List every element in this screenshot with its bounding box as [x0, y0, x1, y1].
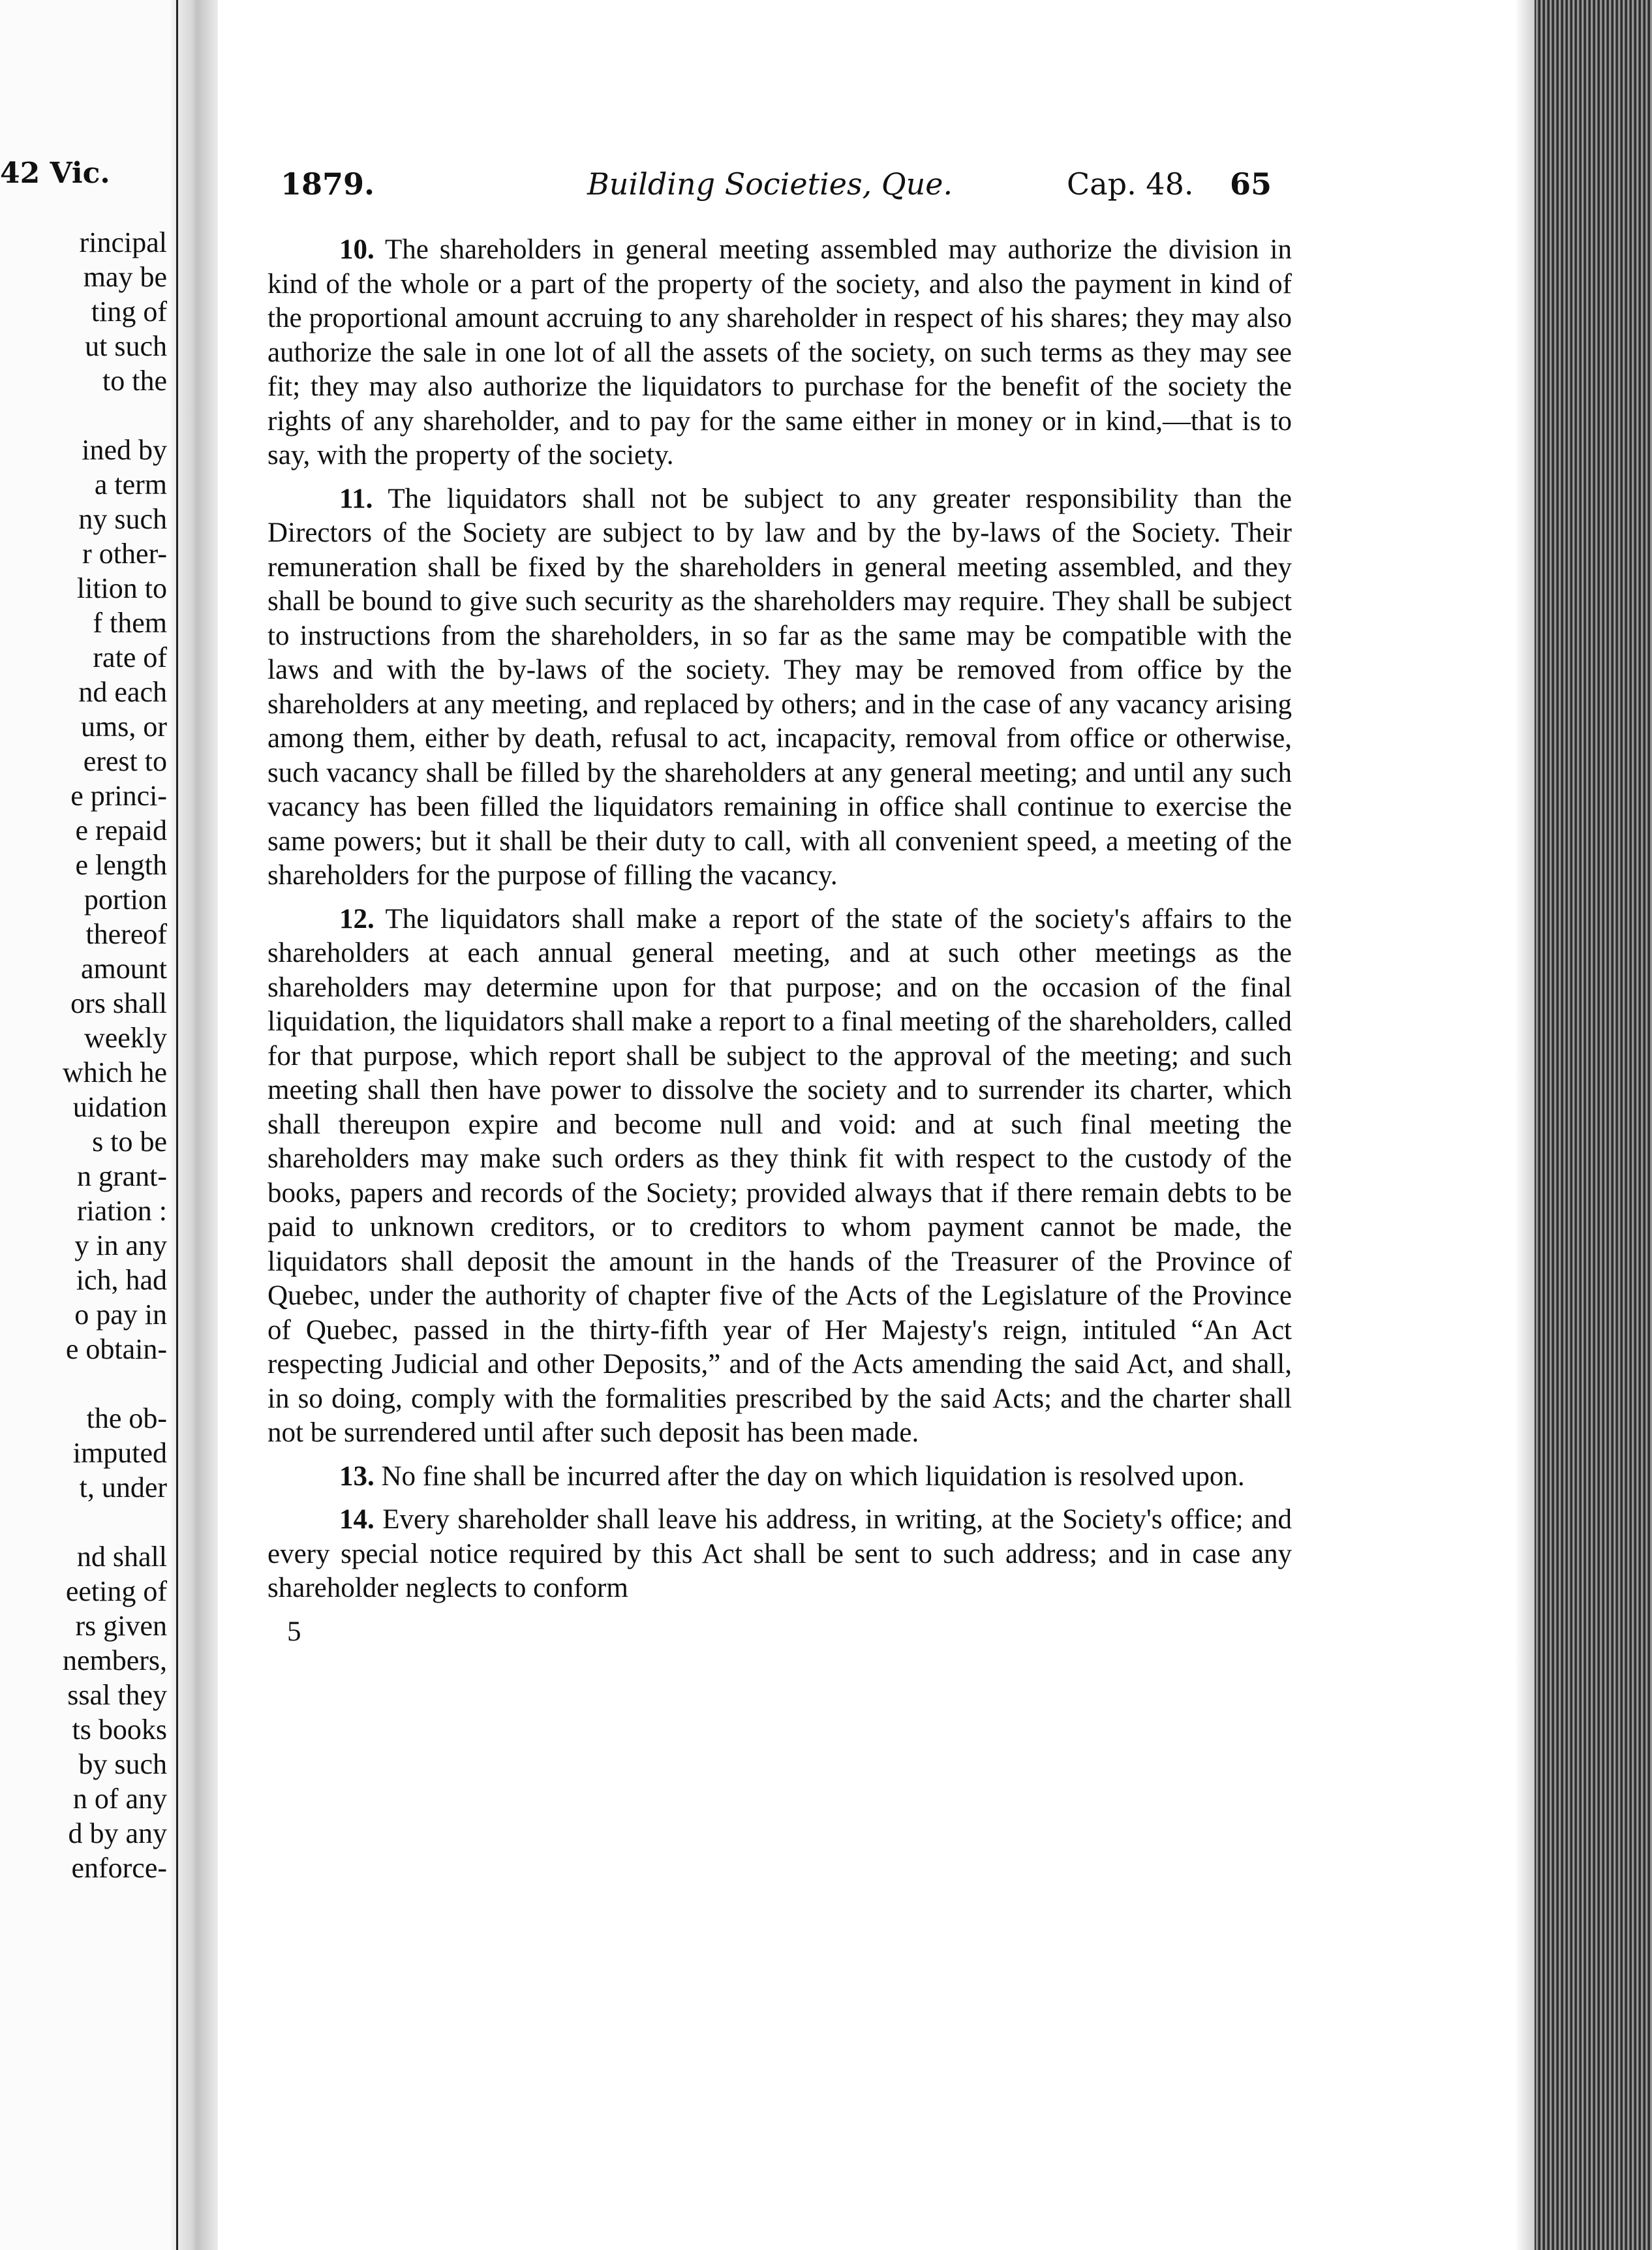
facing-line: portion: [84, 884, 167, 916]
header-title: Building Societies, Que.: [587, 166, 953, 202]
facing-line: erest to: [83, 745, 167, 777]
facing-line: ut such: [85, 330, 167, 362]
facing-line: s to be: [92, 1126, 167, 1158]
facing-line: imputed: [72, 1437, 167, 1469]
facing-line: n of any: [72, 1783, 167, 1815]
section-11: [268, 482, 1292, 893]
section-paragraph: [268, 233, 1292, 473]
facing-line: d by any: [68, 1817, 167, 1849]
facing-line: f them: [93, 607, 167, 639]
page-curve-shade: [1515, 0, 1535, 2250]
page-stack-edge: [1535, 0, 1652, 2250]
facing-line: weekly: [84, 1022, 167, 1054]
section-number: 14.: [339, 1504, 375, 1535]
facing-page-fragment: [0, 0, 171, 2250]
facing-line: lition to: [76, 572, 167, 604]
section-paragraph: [268, 1503, 1292, 1606]
facing-line: ny such: [78, 503, 167, 535]
facing-page-header: 42 Vic.: [0, 157, 110, 190]
facing-line: which he: [62, 1056, 167, 1088]
facing-line: nembers,: [62, 1644, 167, 1676]
facing-line: enforce-: [71, 1852, 167, 1884]
facing-line: by such: [78, 1748, 167, 1780]
facing-line: e length: [75, 849, 167, 881]
facing-line: e princi-: [70, 780, 167, 812]
section-text: Every shareholder shall leave his address, in writing, at the Society's office; and every special notice required by this Act shall be sent to such address; and in case any shareholder neglects to conform: [268, 1504, 1293, 1603]
facing-line: thereof: [85, 918, 167, 950]
section-number: 11.: [339, 483, 373, 514]
facing-line: the ob-: [86, 1402, 167, 1434]
facing-line: riation :: [76, 1195, 167, 1227]
header-year: 1879.: [281, 166, 375, 202]
facing-line: e repaid: [75, 814, 167, 846]
facing-line: ich, had: [76, 1264, 167, 1296]
section-number: 12.: [339, 903, 375, 934]
section-13: [268, 1460, 1292, 1494]
section-paragraph: [268, 482, 1292, 893]
section-paragraph: [268, 902, 1292, 1451]
facing-line: a term: [94, 469, 167, 501]
facing-line: may be: [83, 261, 167, 293]
page-number: 65: [1230, 166, 1272, 202]
facing-line: amount: [81, 953, 167, 985]
facing-line: r other-: [82, 538, 167, 570]
section-14: [268, 1503, 1292, 1606]
facing-line: y in any: [74, 1229, 167, 1261]
facing-line: nd each: [78, 676, 167, 708]
facing-line: rate of: [93, 641, 167, 673]
page-body: [268, 233, 1292, 1649]
section-number: 13.: [339, 1460, 375, 1492]
facing-line: eeting of: [65, 1575, 167, 1607]
section-text: The liquidators shall make a report of the state of the society's affairs to the shareholders at each annual general meeting, and at such other meetings as the shareholders may determine upon for that purpose; and on the occasion of the final liquidation, the liquidators shall make a report to a final meeting of the shareholders, called for that purpose, which report shall be subject to the approval of the meeting; and such meeting shall then have power to dissolve the society and to surrender its charter, which shall thereupon expire and become null and void: and at such final meeting the shareholders may make such orders as they think fit with respect to the custody of the books, papers and records of the Society; provided always that if there remain debts to be paid to unknown creditors, or to creditors to whom payment cannot be made, the liquidators shall deposit the amount in the hands of the Treasurer of the Province of Quebec, under the authority of chapter five of the Acts of the Legislature of the Province of Quebec, passed in the thirty-fifth year of Her Majesty's reign, intituled “An Act respecting Judicial and other Deposits,” and of the Acts amending the said Act, and shall, in so doing, comply with the formalities prescribed by the said Acts; and the charter shall not be surrendered until after such deposit has been made.: [268, 903, 1292, 1448]
facing-line: to the: [102, 365, 167, 397]
facing-line: [0, 1366, 167, 1401]
section-text: The liquidators shall not be subject to any greater responsibility than the Directors of the Society are subject to by law and by the by-laws of the Society. Their remuneration shall be fixed by the shareholders in general meeting assembled, and they shall be bound to give such security as the shareholders may require. They shall be subject to instructions from the shareholders, in so far as the same may be compatible with the laws and with the by-laws of the society. They may be removed from office by the shareholders at any meeting, and replaced by others; and in the case of any vacancy arising among them, either by death, refusal to act, incapacity, removal from office or otherwise, such vacancy shall be filled by the shareholders at any general meeting; and until any such vacancy has been filled the liquidators remaining in office shall continue to exercise the same powers; but it shall be their duty to call, with all convenient speed, a meeting of the shareholders for the purpose of filling the vacancy.: [268, 483, 1292, 891]
section-text: The shareholders in general meeting assembled may authorize the division in kind of the whole or a part of the property of the society, and also the payment in kind of the proportional amount accruing to any shareholder in respect of his shares; they may also authorize the sale in one lot of all the assets of the society, on such terms as they may see fit; they may also authorize the liquidators to purchase for the benefit of the society the rights of any shareholder, and to pay for the same either in money or in kind,—that is to say, with the property of the society.: [268, 234, 1292, 470]
facing-line: n grant-: [76, 1160, 167, 1192]
section-number: 10.: [339, 234, 375, 265]
section-paragraph: [268, 1460, 1292, 1494]
facing-line: ts books: [72, 1714, 167, 1746]
facing-line-spacer: [0, 398, 167, 433]
facing-line: ined by: [82, 434, 167, 466]
facing-line: ssal they: [67, 1679, 167, 1711]
facing-line: uidation: [72, 1091, 167, 1123]
facing-line: ting of: [91, 296, 167, 328]
facing-line: ums, or: [81, 711, 167, 743]
facing-line: rincipal: [79, 226, 167, 258]
facing-line: t, under: [79, 1472, 167, 1503]
section-text: No fine shall be incurred after the day on which liquidation is resolved upon.: [381, 1460, 1245, 1492]
facing-line: o pay in: [74, 1299, 167, 1331]
signature-mark: 5: [287, 1616, 301, 1647]
gutter-edge-line: [176, 0, 178, 2250]
section-12: [268, 902, 1292, 1451]
facing-line: [0, 1505, 167, 1539]
facing-line: ors shall: [70, 987, 167, 1019]
facing-line: e obtain-: [65, 1333, 167, 1365]
facing-line: rs given: [75, 1610, 167, 1642]
section-10: [268, 233, 1292, 473]
header-chapter: Cap. 48.: [1067, 166, 1194, 202]
running-header: [268, 166, 1292, 206]
facing-line: nd shall: [76, 1541, 167, 1573]
main-page: [268, 166, 1292, 1649]
facing-page-lines: [0, 225, 171, 1885]
